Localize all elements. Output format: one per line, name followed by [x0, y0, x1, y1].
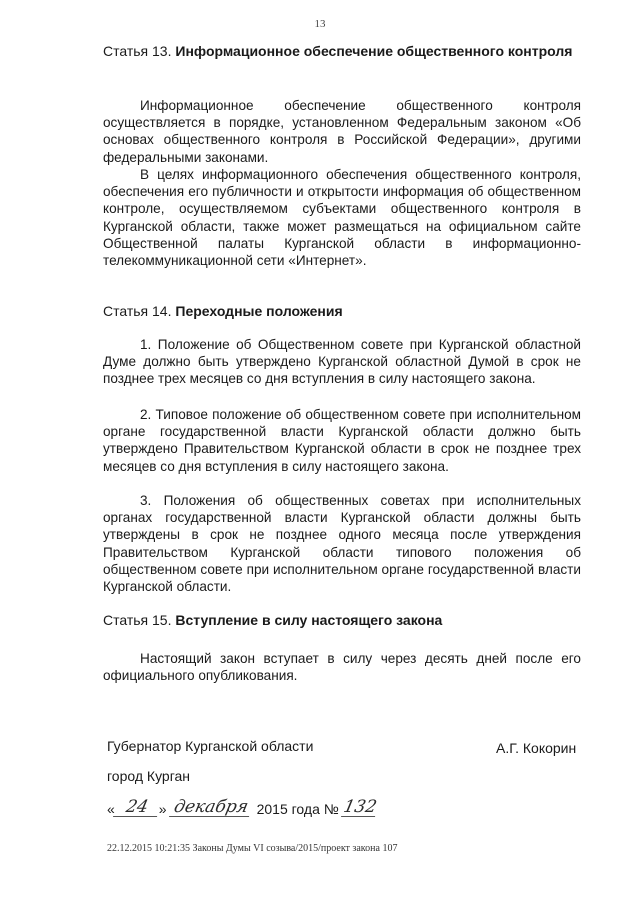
article-15-paragraph-1: Настоящий закон вступает в силу через десять дней после его официального опубликования. [103, 651, 581, 684]
article-13-title: Информационное обеспечение общественного контроля [175, 43, 573, 59]
article-14-prefix: Статья 14. [103, 303, 172, 319]
document-footer: 22.12.2015 10:21:35 Законы Думы VI созыва/2015/проект закона 107 [107, 843, 398, 854]
year-and-number-label: 2015 года № [256, 801, 339, 817]
handwritten-day: 24 [113, 798, 161, 817]
article-14-title: Переходные положения [175, 303, 343, 319]
article-13-prefix: Статья 13. [103, 43, 172, 59]
article-14-paragraph-3: 3. Положения об общественных советах при исполнительных органах государственной власти Курганской области должны быть утверждены в срок не позднее одного месяца после утверждения Правительством Курганской области типового положения об общественном совете при исполнительном органе государственной власти Курганской области. [103, 493, 581, 595]
article-14-heading [103, 302, 585, 320]
signatory-position: Губернатор Курганской области [107, 738, 314, 754]
enactment-date-line [107, 798, 377, 817]
signatory-name: А.Г. Кокорин [496, 740, 577, 756]
city-name: город Курган [107, 768, 191, 784]
article-13-paragraph-2: В целях информационного обеспечения общественного контроля, обеспечения его публичности и открытости информация об общественном контроле, осуществляемом субъектами общественного контроля в Курганской области, также может размещаться на официальном сайте Общественной палаты Курганской области в информационно-телекоммуникационной сети «Интернет». [103, 167, 581, 269]
article-14-paragraph-2: 2. Типовое положение об общественном совете при исполнительном органе государственной власти Курганской области должно быть утверждено Правительством Курганской области в срок не позднее трех месяцев со дня вступления в силу настоящего закона. [103, 407, 581, 474]
article-14-paragraph-1: 1. Положение об Общественном совете при Курганской областной Думе должно быть утверждено Курганской областной Думой в срок не позднее трех месяцев со дня вступления в силу настоящего закона. [103, 337, 581, 387]
date-open-quote: « [107, 801, 115, 817]
article-13-paragraph-1: Информационное обеспечение общественного контроля осуществляется в порядке, установленном Федеральным законом «Об основах общественного контроля в Российской Федерации», другими федеральными законами. [103, 98, 581, 165]
page-number: 13 [314, 18, 326, 30]
article-15-heading [103, 611, 585, 629]
handwritten-month: декабря [169, 798, 253, 817]
handwritten-law-number: 132 [341, 797, 379, 817]
date-close-quote: » [158, 801, 167, 817]
article-13-heading [103, 42, 585, 60]
article-15-title: Вступление в силу настоящего закона [175, 612, 443, 628]
article-15-prefix: Статья 15. [103, 612, 172, 628]
